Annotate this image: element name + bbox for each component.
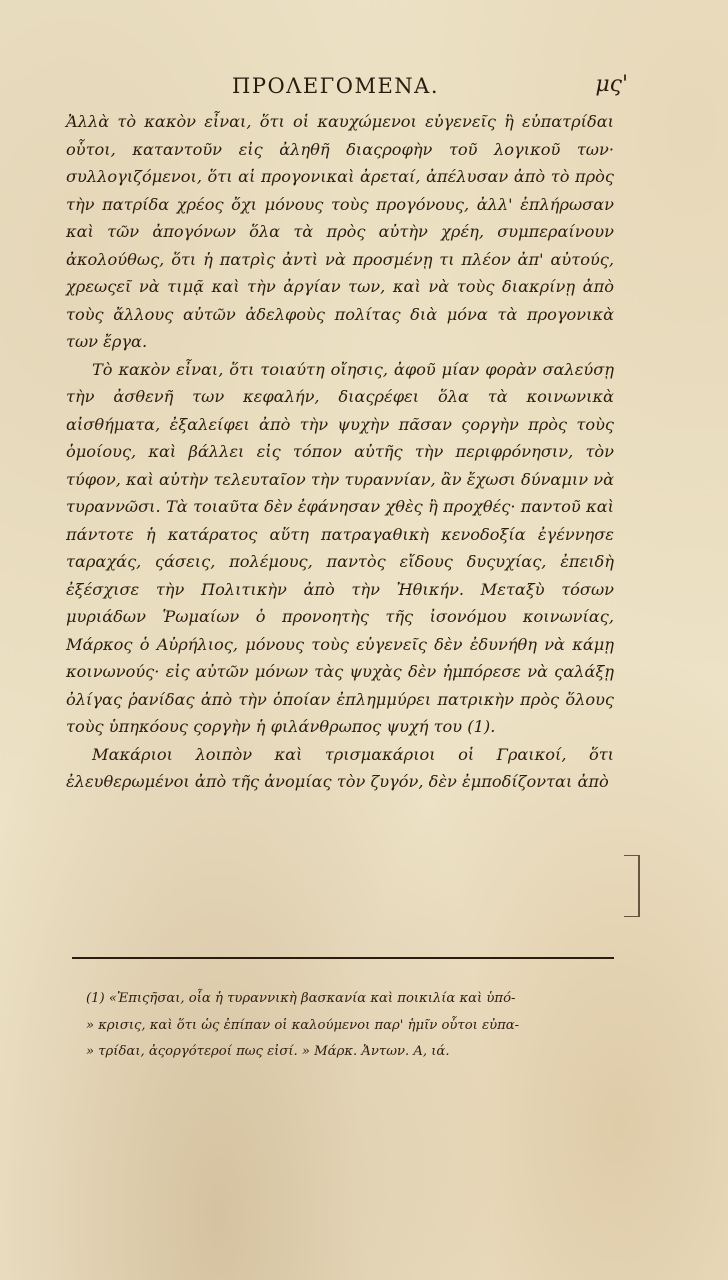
footnote-line-3: » τρίδαι, ἀςοργότεροί πως εἰσί. » Μάρκ. Ἀντων. Α, ιά. xyxy=(86,1044,450,1059)
footnote-line-2: » κρισις, καὶ ὅτι ὡς ἐπίπαν οἱ καλούμενοι παρ' ἡμῖν οὗτοι εὐπα- xyxy=(86,1017,520,1033)
footnote-line-1: (1) «Ἐπιςῆσαι, οἷα ἡ τυραννικὴ βασκανία καὶ ποικιλία καὶ ὑπό- xyxy=(86,991,516,1006)
page-header xyxy=(60,72,628,104)
paragraph-1: Ἀλλὰ τὸ κακὸν εἶναι, ὅτι οἱ καυχώμενοι εὐγενεῖς ἢ εὐπατρίδαι οὗτοι, καταντοῦν εἰς ἀληθῆ διαςροφὴν τοῦ λογικοῦ των· συλλογιζόμενοι, ὅτι αἱ προγονικαὶ ἀρεταί, ἀπέλυσαν ἀπὸ τὸ πρὸς τὴν πατρίδα χρέος ὄχι μόνους τοὺς προγόνους, ἀλλ' ἐπλήρωσαν καὶ τῶν ἀπογόνων ὅλα τὰ πρὸς αὐτὴν χρέη, συμπεραίνουν ἀκολούθως, ὅτι ἡ πατρὶς ἀντὶ νὰ προσμένῃ τι πλέον ἀπ' αὐτούς, χρεωςεῖ νὰ τιμᾷ καὶ τὴν ἀργίαν των, καὶ νὰ τοὺς διακρίνῃ ἀπὸ τοὺς ἄλλους αὐτῶν ἀδελφοὺς πολίτας διὰ μόνα τὰ προγονικὰ των ἔργα. xyxy=(66,112,614,351)
running-title: ΠΡΟΛΕΓΟΜΕΝΑ. xyxy=(232,74,439,98)
paragraph-3: Μακάριοι λοιπὸν καὶ τρισμακάριοι οἱ Γραικοί, ὅτι ἐλευθερωμένοι ἀπὸ τῆς ἀνομίας τὸν ζυγόν, δὲν ἐμποδίζονται ἀπὸ xyxy=(66,744,614,791)
footnote-divider xyxy=(72,957,614,959)
paragraph-2: Τὸ κακὸν εἶναι, ὅτι τοιαύτη οἴησις, ἀφοῦ μίαν φορὰν σαλεύσῃ τὴν ἀσθενῆ των κεφαλήν, διαςρέφει ὅλα τὰ κοινωνικὰ αἰσθήματα, ἐξαλείφει ἀπὸ τὴν ψυχὴν πᾶσαν ςοργὴν πρὸς τοὺς ὁμοίους, καὶ βάλλει εἰς τόπον αὐτῆς τὴν περιφρόνησιν, τὸν τύφον, καὶ αὐτὴν τελευταῖον τὴν τυραννίαν, ἂν ἔχωσι δύναμιν νὰ τυραννῶσι. Τὰ τοιαῦτα δὲν ἐφάνησαν χθὲς ἢ προχθές· παντοῦ καὶ πάντοτε ἡ κατάρατος αὕτη πατραγαθικὴ κενοδοξία ἐγέννησε ταραχάς, ςάσεις, πολέμους, παντὸς εἴδους δυςυχίας, ἐπειδὴ ἐξέσχισε τὴν Πολιτικὴν ἀπὸ τὴν Ἠθικήν. Μεταξὺ τόσων μυριάδων Ῥωμαίων ὁ προνοητὴς τῆς ἰσονόμου κοινωνίας, Μάρκος ὁ Αὐρήλιος, μόνους τοὺς εὐγενεῖς δὲν ἐδυνήθη νὰ κάμῃ κοινωνούς· εἰς αὐτῶν μόνων τὰς ψυχὰς δὲν ἠμπόρεσε νὰ ςαλάξῃ ὀλίγας ῥανίδας ἀπὸ τὴν ὁποίαν ἐπλημμύρει πατρικὴν πρὸς ὅλους τοὺς ὑπηκόους ςοργὴν ἡ φιλάνθρωπος ψυχή του (1). xyxy=(66,359,614,736)
footnote xyxy=(86,986,614,1066)
page-number: μς' xyxy=(595,72,628,97)
margin-bracket-mark xyxy=(624,855,640,917)
main-text xyxy=(66,108,614,796)
